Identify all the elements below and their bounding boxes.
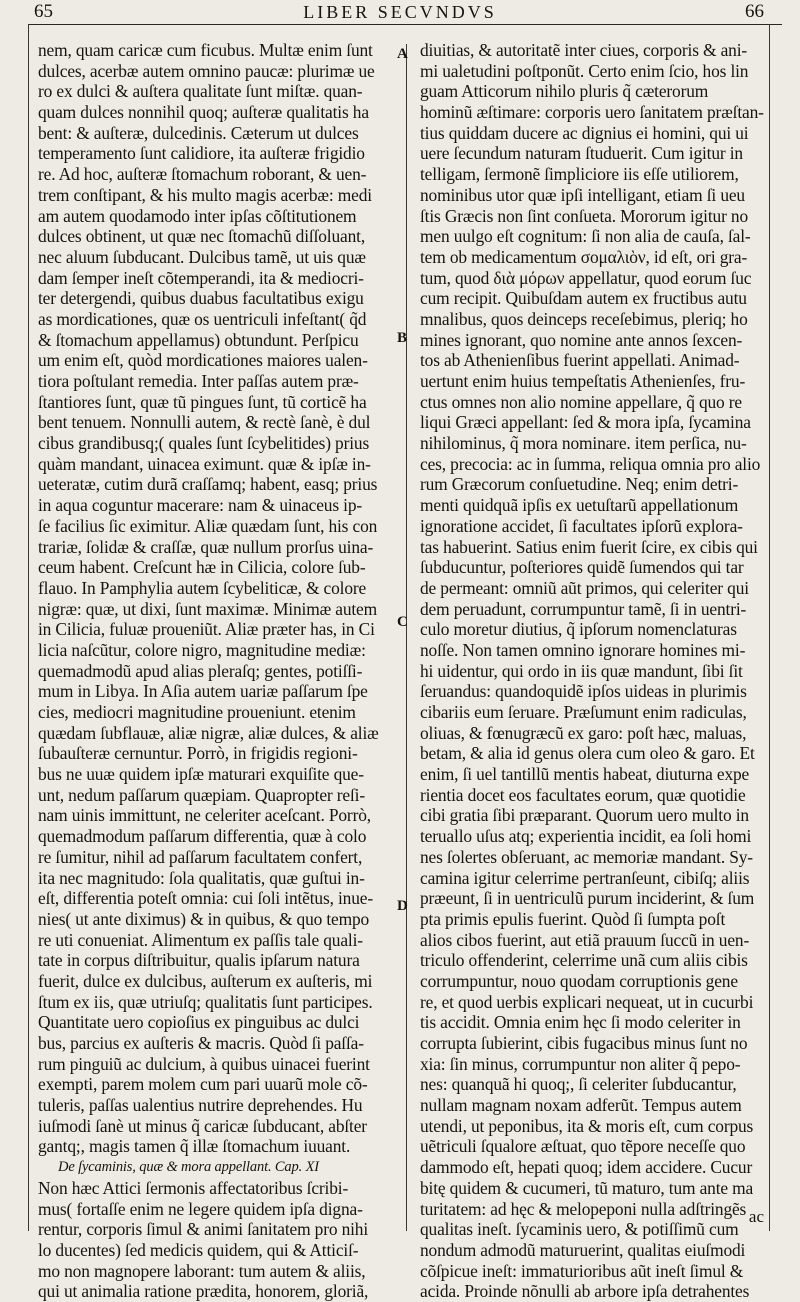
text-line: ceum habent. Creſcunt hæ in Cilicia, colore ſub- <box>38 557 366 578</box>
chapter-heading: De ſycaminis, quæ & mora appellant. Cap. XI <box>58 1159 319 1176</box>
text-line: corrupta ſubierint, cibis fugacibus minus ſunt no <box>420 1033 748 1053</box>
text-line: diuitias, & autoritatẽ inter ciues, corporis & ani- <box>420 40 748 60</box>
margin-letter-d: D <box>397 898 408 914</box>
text-line: guam Atticorum nihilo pluris q̃ cæterorum <box>420 81 709 102</box>
text-line: lo ducentes) ſed medicis quidem, qui & Atticiſ- <box>38 1239 359 1260</box>
text-line: menti quidquã ipſis ex uetuſtarũ appellationum <box>420 495 739 516</box>
text-line: cum recipit. Quibuſdam autem ex fructibus autu <box>420 288 747 309</box>
text-line: mines ignorant, quo nomine ante annos ſexcen- <box>420 329 743 350</box>
text-line: cibi gratia ſibi præparant. Quorum uero multo in <box>420 805 749 826</box>
text-line: am autem quodamodo inter ipſas cõſtitutionem <box>38 205 357 226</box>
text-line: um enim eſt, quòd mordicationes maiores ualen- <box>38 350 368 371</box>
text-line: nec aluum ſubducant. Dulcibus tamẽ, ut uis quæ <box>38 246 366 267</box>
text-line: tum, quod διὰ μόρων appellatur, quod eorum ſuc <box>420 267 752 288</box>
text-line: & ſtomachum appellamus) obtundunt. Perſpicu <box>38 329 359 350</box>
text-line: bent: & auſteræ, dulcedinis. Cæterum ut dulces <box>38 122 359 143</box>
text-line: bus, parcius ex auſteris & macris. Quòd ſi paſſa- <box>38 1033 364 1053</box>
header-rule <box>28 24 782 25</box>
text-line: nem, quam caricæ cum ficubus. Multæ enim ſunt <box>38 40 373 60</box>
text-line: utendi, ut peponibus, ita & moris eſt, cum corpus <box>420 1115 754 1136</box>
text-line: enim, ſi uel tantillũ mentis habeat, diuturna expe <box>420 764 750 785</box>
text-line: cibus grandibusq;( quales ſunt ſcybelitides) prius <box>38 433 370 454</box>
text-line: ſtum ex iis, quæ utriuſq; qualitatis ſunt participes. <box>38 991 373 1012</box>
text-line: nam uinis immittunt, ne celeriter aceſcant. Porrò, <box>38 805 371 826</box>
text-line: tiora poſtulant remedia. Inter paſſas autem præ- <box>38 371 359 391</box>
text-line: uere ſecundum naturam ſtuduerit. Cum igitur in <box>420 143 743 164</box>
text-line: quemadmodũ apud alias pleraſq; gentes, potiſſi- <box>38 660 363 681</box>
text-line: ſe facilius ſic eximitur. Aliæ quædam ſunt, his con <box>38 515 378 536</box>
text-line: re ſumitur, nihil ad paſſarum facultatem confert, <box>38 846 363 867</box>
text-line: dam ſemper ineſt cõtemperandi, ita & mediocri- <box>38 267 364 288</box>
text-line: alios cibos fuerint, aut etiã prauum ſuccũ in uen- <box>420 929 750 950</box>
text-line: quàm mandant, uinacea eximunt. quæ & ipſæ in- <box>38 453 371 474</box>
text-line: tas habuerint. Satius enim fuerit ſcire, ex cibis qui <box>420 536 758 557</box>
text-line: gantq;, magis tamen q̃ illæ ſtomachum iuuant. <box>38 1136 351 1157</box>
text-line: nullam magnam noxam adferũt. Tempus autem <box>420 1095 742 1116</box>
page-number-left: 65 <box>34 1 53 22</box>
text-line: nies( ut ante diximus) & in quibus, & quo tempo <box>38 908 370 929</box>
text-line: mnalibus, quos deinceps receſebimus, pleriq; ho <box>420 308 748 329</box>
text-line: ſeruandus: quandoquidẽ ipſos uideas in plurimis <box>420 681 747 702</box>
margin-letter-c: C <box>397 614 408 630</box>
text-line: rentur, corporis ſimul & animi ſanitatem pro nihi <box>38 1219 369 1240</box>
text-line: ſtantiores ſunt, quæ tũ pingues ſunt, tũ corticẽ ha <box>38 391 367 412</box>
text-line: nominibus utor quæ ipſi intelligant, etiam ſi ueu <box>420 184 745 205</box>
text-line: nes: quanquã hi quoq;, ſi celeriter ſubducantur, <box>420 1074 737 1095</box>
text-line: in aqua coguntur macerare: nam & uinaceus ip- <box>38 495 363 516</box>
text-line: hi uidentur, qui ordo in iis quæ mandunt, ſibi ſit <box>420 660 743 681</box>
text-line: ita nec magnitudo: ſola qualitatis, quæ guſtui in- <box>38 867 365 888</box>
text-line: cõſpicue ineſt: immaturioribus aũt ineſt ſimul & <box>420 1260 744 1281</box>
text-line: iuſmodi ſanè ut minus q̃ caricæ ſubducant, abſter <box>38 1115 367 1136</box>
text-line: rientia docet eos facultates eorum, quæ quotidie <box>420 784 746 805</box>
text-line: fuerit, dulce ex dulcibus, auſterum ex auſteris, mi <box>38 970 373 991</box>
text-line: noſſe. Non tamen omnino ignorare homines mi- <box>420 639 746 660</box>
text-line: corrumpuntur, nouo quodam corruptionis gene <box>420 970 738 991</box>
text-line: trem conſtipant, & his multo magis acerbæ: medi <box>38 184 372 205</box>
text-line: bitę quidem & cucumeri, tũ maturo, tum ante ma <box>420 1177 754 1198</box>
text-line: dammodo eſt, hepati quoq; idem accidere. Cucur <box>420 1157 753 1178</box>
text-line: tuleris, paſſas ualentius nutrire deprehendes. Hu <box>38 1095 363 1116</box>
text-line: bus ne uuæ quidem ipſæ maturari exquiſite que- <box>38 764 364 785</box>
text-line: mus( fortaſſe enim ne legere quidem ipſa digna- <box>38 1198 363 1219</box>
text-line: re, et quod uerbis explicari nequeat, ut in cucurbi <box>420 991 754 1012</box>
text-line: betam, & alia id genus olera cum oleo & garo. Et <box>420 743 755 764</box>
text-line: uẽtriculi ſqualore æſtuat, quo tẽpore neceſſe quo <box>420 1136 746 1157</box>
text-line: nigræ: quæ, ut dixi, ſunt maximæ. Minimæ autem <box>38 598 377 619</box>
left-border-rule <box>28 24 29 1231</box>
text-line: unt, nedum paſſarum quæpiam. Quapropter reſi- <box>38 784 365 805</box>
text-line: ſubducuntur, poſteriores quidẽ ſumendos qui tar <box>420 557 744 578</box>
text-line: Quantitate uero copioſius ex pinguibus ac dulci <box>38 1012 360 1033</box>
text-line: mo non magnopere laborant: tum autem & aliis, <box>38 1260 366 1281</box>
text-line: eſt, differentia poteſt omnia: cui ſoli intẽtus, inue- <box>38 888 373 909</box>
text-line: temperamento ſunt calidiore, ita auſteræ frigidio <box>38 143 365 164</box>
text-line: culo moretur diutius, q̃ ipſorum nomenclaturas <box>420 619 737 640</box>
text-line: tis accidit. Omnia enim hęc ſi modo celeriter in <box>420 1012 741 1033</box>
text-line: triculo offenderint, celerrime unã cum aliis cibis <box>420 950 748 971</box>
running-head: LIBER SECVNDVS <box>303 2 497 22</box>
right-text-column <box>420 40 770 1302</box>
text-line: re uti conueniat. Alimentum ex paſſis tale quali- <box>38 929 363 950</box>
catchword: ac <box>748 1207 764 1226</box>
text-line: re. Ad hoc, auſteræ ſtomachum roborant, & uen- <box>38 164 367 185</box>
text-line: tius quiddam ducere ac dignius ei homini, qui ui <box>420 122 749 143</box>
text-line: rum Græcorum conſuetudine. Neq; enim detri- <box>420 474 739 495</box>
text-line: quemadmodum paſſarum differentia, quæ à colo <box>38 826 367 847</box>
text-line: uertunt enim huius tempeſtatis Athenienſes, fru- <box>420 371 746 391</box>
text-line: xia: ſin minus, corrumpuntur non aliter q̃ pepo- <box>420 1053 741 1074</box>
text-line: as mordicationes, quæ os uentriculi infeſtant( q̃d <box>38 308 367 329</box>
text-line: cies, mediocri magnitudine proueniunt. etenim <box>38 702 356 722</box>
text-line: qualitas ineſt. ſycaminis uero, & potiſſimũ cum <box>420 1219 739 1240</box>
text-line: oliuas, & fœnugræcũ ex garo: poſt hæc, maluas, <box>420 722 747 743</box>
text-line: ter detergendi, quibus duabus facultatibus exigu <box>38 288 364 309</box>
text-line: flauo. In Pamphylia autem ſcybeliticæ, & colore <box>38 577 367 598</box>
text-line: tem ob medicamentum σομαλιὸν, id eſt, ori gra- <box>420 246 748 267</box>
margin-letter-b: B <box>397 330 408 346</box>
text-line: licia naſcũtur, colore nigro, magnitudine mediæ: <box>38 639 366 660</box>
text-line: dulces obtinent, ut quæ nec ſtomachũ diſſoluant, <box>38 226 366 247</box>
text-line: camina igitur celerrime pertranſeunt, cibiſq; aliis <box>420 867 750 888</box>
page-header <box>0 0 800 24</box>
text-line: dem peruadunt, corrumpuntur tamẽ, ſi in uentri- <box>420 598 747 619</box>
text-line: ctus omnes non alio nomine appellare, q̃ quo re <box>420 391 742 412</box>
text-line: pta primis epulis fuerint. Quòd ſi ſumpta poſt <box>420 908 726 929</box>
text-line: ſtis Græcis non ſint conſueta. Mororum igitur no <box>420 205 749 226</box>
text-line: turitatem: ad hęc & melopeponi nulla adſtringẽs <box>420 1198 747 1219</box>
text-line: rum pinguiũ ac dulcium, à quibus uinacei fuerint <box>38 1053 370 1074</box>
text-line: Non hæc Attici ſermonis affectatoribus ſcribi- <box>38 1177 349 1198</box>
text-line: quam dulces nonnihil quoq; auſteræ qualitatis ha <box>38 102 369 123</box>
text-line: mi ualetudini poſtponũt. Certo enim ſcio, hos lin <box>420 60 749 81</box>
text-line: ro ex dulci & auſtera qualitate ſunt miſtæ. quan- <box>38 81 363 102</box>
text-line: liqui Græci appellant: ſed & mora ipſa, ſycamina <box>420 412 751 433</box>
text-line: nihilominus, q̃ mora nominare. item perſica, nu- <box>420 433 747 454</box>
column-divider <box>406 44 407 1231</box>
text-line: ignoratione accidet, ſi facultates ipſorũ explora- <box>420 515 743 536</box>
text-line: ces, precocia: ac in ſumma, reliqua omnia pro alio <box>420 453 761 474</box>
text-line: præeunt, ſi in uentriculũ purum inciderint, & ſum <box>420 888 755 909</box>
text-line: trariæ, ſolidæ & craſſæ, quæ nullum prorſus uina- <box>38 536 374 557</box>
text-line: hominũ æſtimare: corporis uero ſanitatem præſtan- <box>420 102 764 123</box>
text-line: quædam ſubflauæ, aliæ nigræ, aliæ dulces, & aliæ <box>38 722 379 743</box>
text-line: teruallo uſus atq; experientia incidit, ea ſoli homi <box>420 826 752 847</box>
text-line: tate in corpus diſtribuitur, qualis ipſarum natura <box>38 950 360 971</box>
text-line: nondum admodũ maturuerint, qualitas eiuſmodi <box>420 1239 746 1260</box>
text-line: qui ut animalia ratione prædita, honorem, gloriã, <box>38 1281 369 1302</box>
text-line: nes ſolertes obſeruant, ac memoriæ mandant. Sy- <box>420 846 753 867</box>
text-line: telligam, ſermonẽ ſimpliciore iis eſſe utiliorem, <box>420 164 739 185</box>
text-line: ſubauſteræ cernuntur. Porrò, in frigidis regioni- <box>38 743 358 764</box>
text-line: de permeant: omniũ aũt primos, qui celeriter qui <box>420 577 749 598</box>
page-number-right: 66 <box>745 1 764 22</box>
text-line: cibariis eum ſeruare. Præſumunt enim radiculas, <box>420 702 747 722</box>
text-line: exempti, parem molem cum pari uuarũ mole cõ- <box>38 1074 368 1095</box>
text-line: in Cilicia, fuluæ proueniũt. Aliæ præter has, in Ci <box>38 619 375 640</box>
text-line: men uulgo eſt cognitum: ſi non alia de cauſa, ſal- <box>420 226 751 247</box>
text-line: bent tenuem. Nonnulli autem, & rectè ſanè, è dul <box>38 412 371 433</box>
text-line: acida. Proinde nõnulli ab arbore ipſa detrahentes <box>420 1281 750 1302</box>
text-line: tos ab Athenienſibus fuerint appellati. Animad- <box>420 350 740 371</box>
left-text-column <box>38 40 392 1302</box>
text-line: ueteratæ, cutim durã craſſamq; habent, easq; prius <box>38 474 378 495</box>
text-line: dulces, acerbæ autem omnino paucæ: plurimæ ue <box>38 60 375 81</box>
text-line: mum in Libya. In Aſia autem uariæ paſſarum ſpe <box>38 681 368 702</box>
margin-letter-a: A <box>397 46 408 62</box>
